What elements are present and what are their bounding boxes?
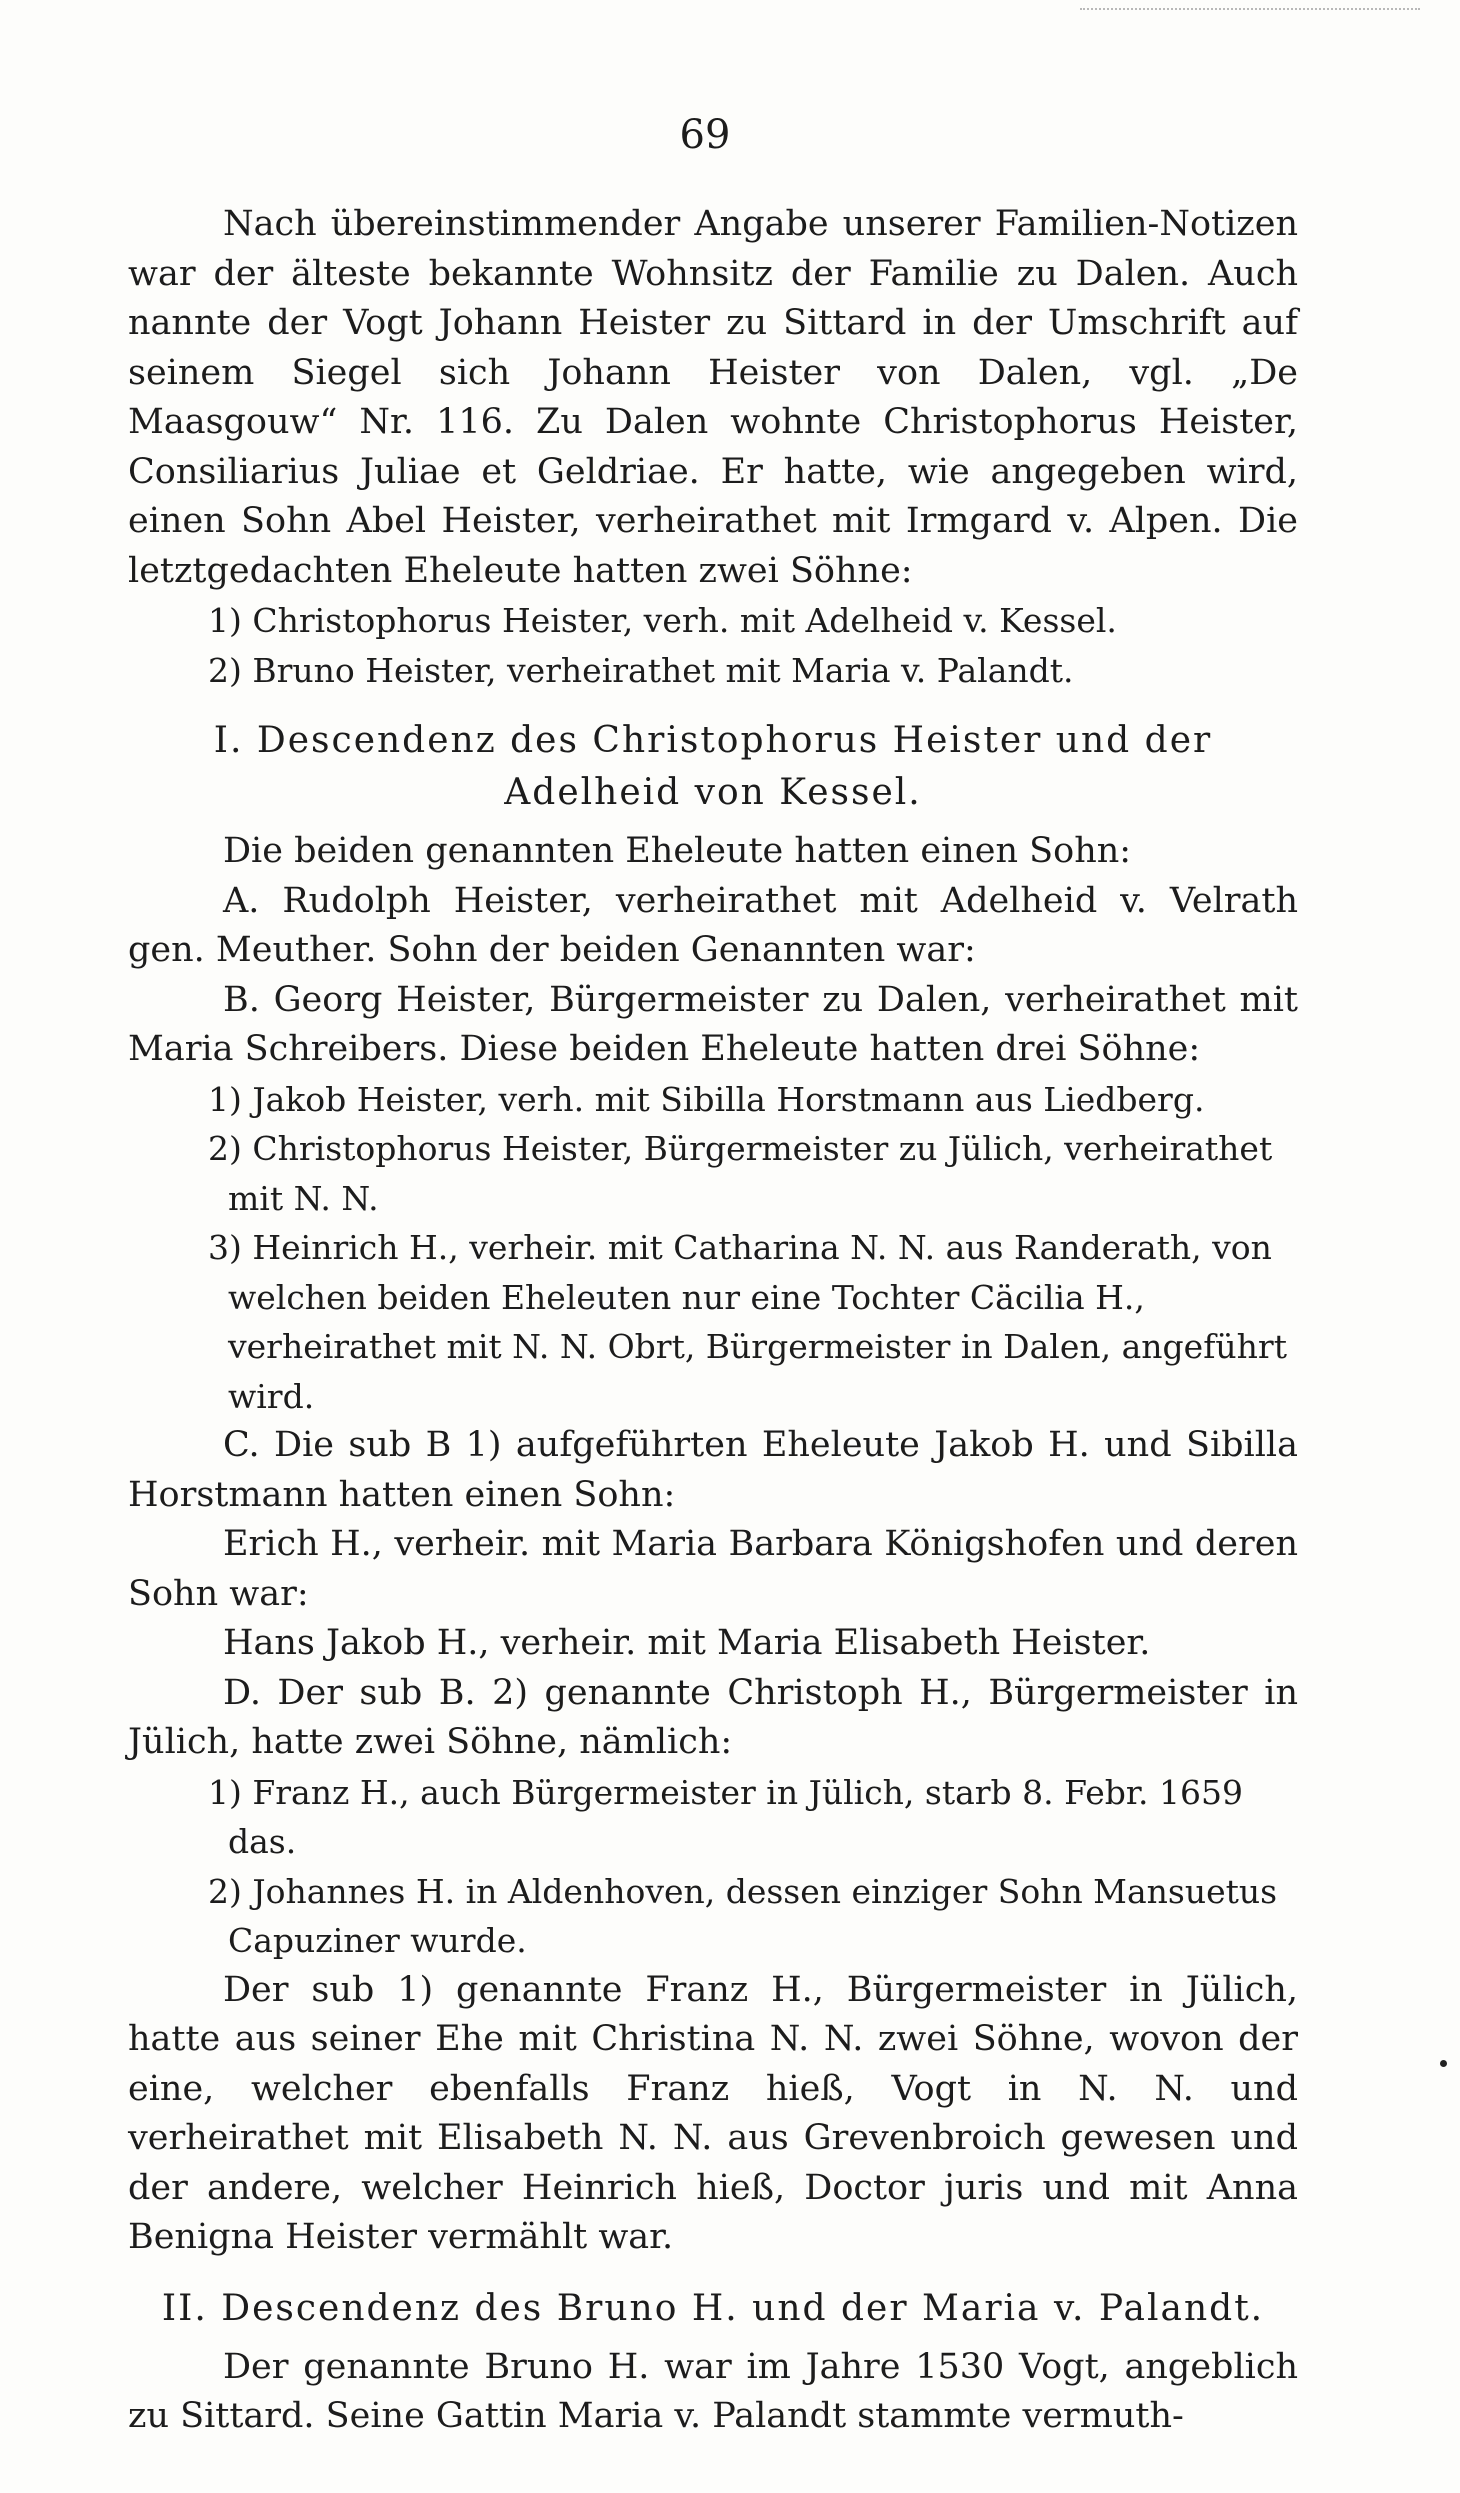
list-item: 3) Heinrich H., verheir. mit Catharina N. N. aus Randerath, von welchen beiden Eheleuten nur eine Tochter Cäcilia H., verheirathet mit N. N. Obrt, Bürgermeister in Dalen, angeführt wird. xyxy=(208,1228,1287,1416)
paragraph: Hans Jakob H., verheir. mit Maria Elisabeth Heister. xyxy=(223,1623,1151,1663)
scan-speck xyxy=(1440,2060,1447,2067)
paragraph-c: C. Die sub B 1) aufgeführten Eheleute Jakob H. und Sibilla Horstmann hatten einen Sohn: xyxy=(128,1425,1298,1515)
body-text xyxy=(128,200,1298,2442)
paragraph-intro: Nach übereinstimmender Angabe unserer Familien-Notizen war der älteste bekannte Wohnsitz der Familie zu Dalen. Auch nannte der Vogt Johann Heister zu Sittard in der Umschrift auf seinem Siegel sich Johann Heister von Dalen, vgl. „De Maasgouw“ Nr. 116. Zu Dalen wohnte Christophorus Heister, Consiliarius Juliae et Geldriae. Er hatte, wie angegeben wird, einen Sohn Abel Heister, verheirathet mit Irmgard v. Alpen. Die letztgedachten Eheleute hatten zwei Söhne: xyxy=(128,204,1298,591)
paragraph: Die beiden genannten Eheleute hatten einen Sohn: xyxy=(223,831,1132,871)
paragraph-d: D. Der sub B. 2) genannte Christoph H., Bürgermeister in Jülich, hatte zwei Söhne, nämlich: xyxy=(128,1672,1298,1762)
paragraph-a: A. Rudolph Heister, verheirathet mit Adelheid v. Velrath gen. Meuther. Sohn der beiden Genannten war: xyxy=(128,880,1298,970)
page-number: 69 xyxy=(679,112,731,158)
paragraph: Erich H., verheir. mit Maria Barbara Königshofen und deren Sohn war: xyxy=(128,1524,1298,1614)
list-item: 2) Johannes H. in Aldenhoven, dessen einziger Sohn Mansuetus Capuziner wurde. xyxy=(208,1871,1278,1960)
paragraph-b: B. Georg Heister, Bürgermeister zu Dalen, verheirathet mit Maria Schreibers. Diese beiden Eheleute hatten drei Söhne: xyxy=(128,979,1298,1069)
section-heading-1: I. Descendenz des Christophorus Heister und der Adelheid von Kessel. xyxy=(213,720,1213,813)
paragraph-last: Der genannte Bruno H. war im Jahre 1530 Vogt, angeblich zu Sittard. Seine Gattin Maria v. Palandt stammte vermuth- xyxy=(128,2346,1298,2436)
list-item: 1) Jakob Heister, verh. mit Sibilla Horstmann aus Liedberg. xyxy=(208,1079,1205,1119)
list-item: 1) Franz H., auch Bürgermeister in Jülich, starb 8. Febr. 1659 das. xyxy=(208,1772,1244,1861)
scan-artifact-line xyxy=(1080,8,1420,10)
list-item: 1) Christophorus Heister, verh. mit Adelheid v. Kessel. xyxy=(208,601,1117,640)
section-heading-2: II. Descendenz des Bruno H. und der Maria v. Palandt. xyxy=(161,2287,1265,2329)
list-item: 2) Bruno Heister, verheirathet mit Maria v. Palandt. xyxy=(208,650,1074,690)
list-item: 2) Christophorus Heister, Bürgermeister zu Jülich, verheirathet mit N. N. xyxy=(208,1129,1273,1218)
paragraph: Der sub 1) genannte Franz H., Bürgermeister in Jülich, hatte aus seiner Ehe mit Christina N. N. zwei Söhne, wovon der eine, welcher ebenfalls Franz hieß, Vogt in N. N. und verheirathet mit Elisabeth N. N. aus Grevenbroich gewesen und der andere, welcher Heinrich hieß, Doctor juris und mit Anna Benigna Heister vermählt war. xyxy=(128,1969,1298,2257)
